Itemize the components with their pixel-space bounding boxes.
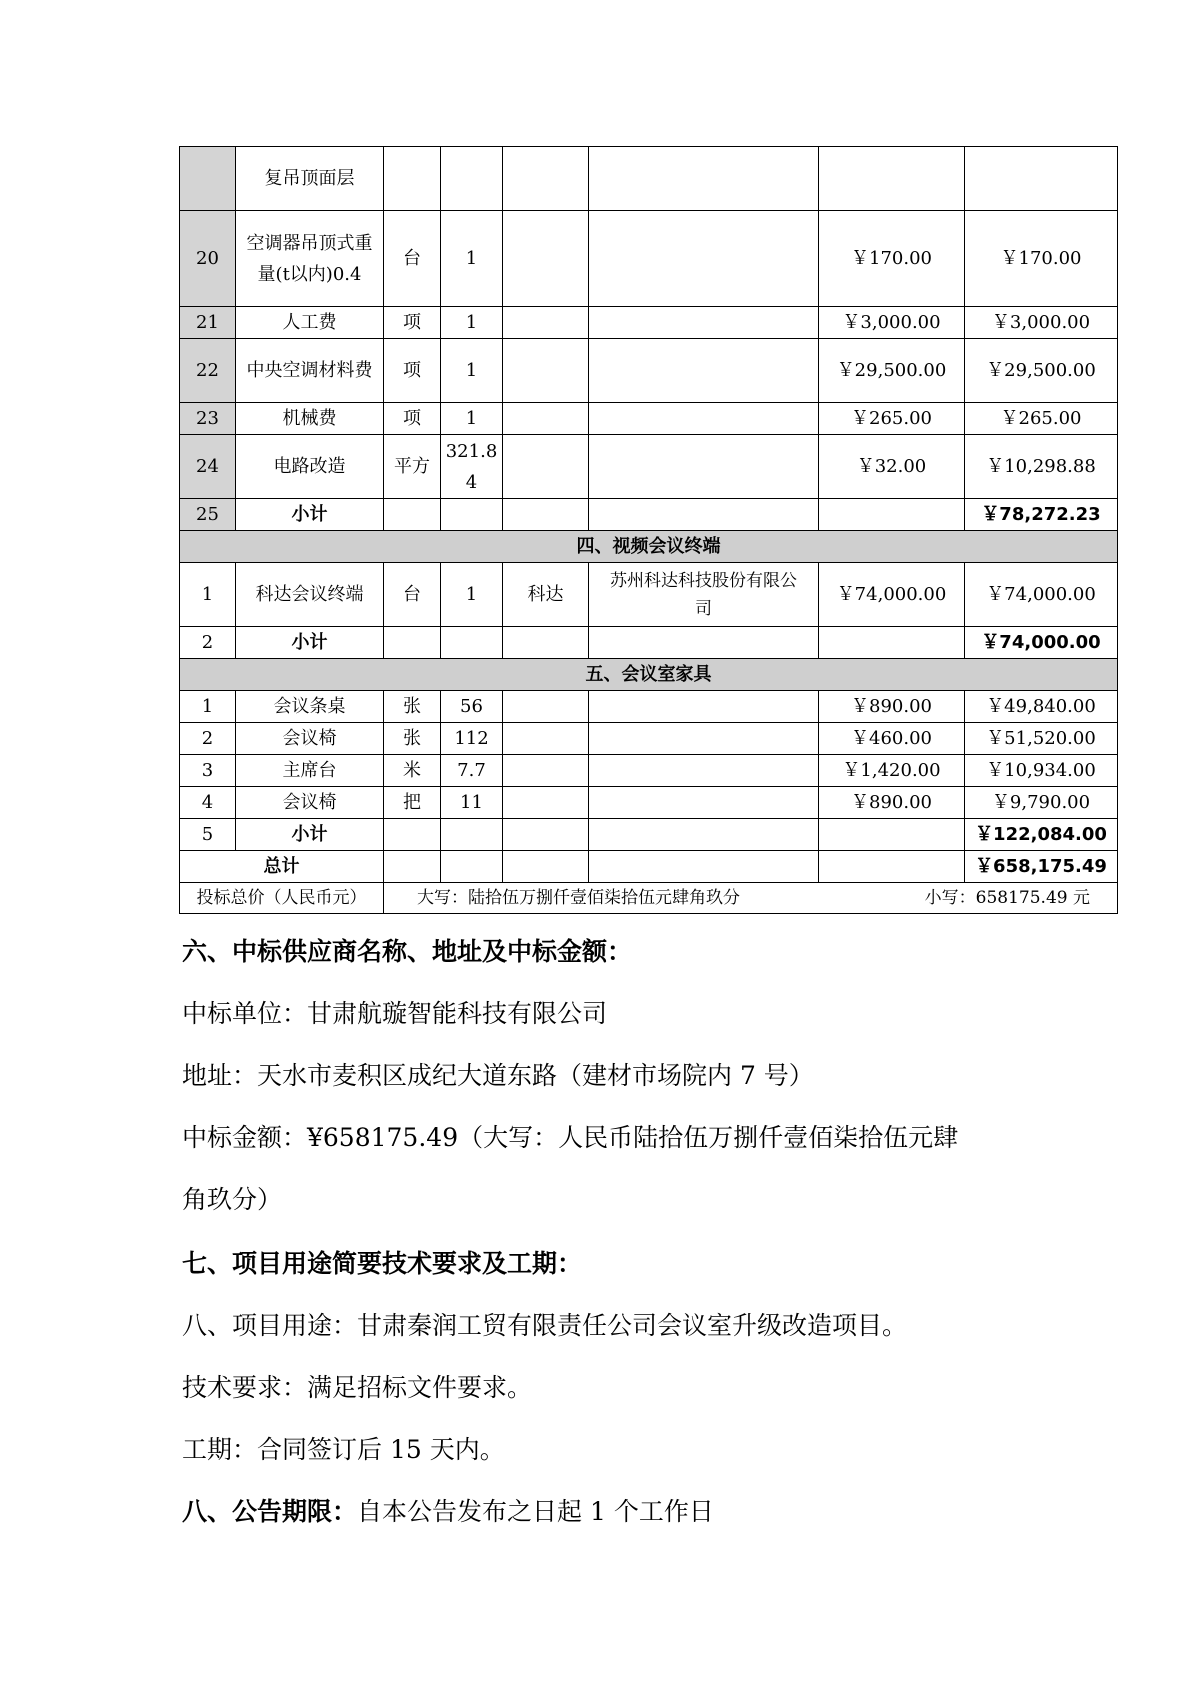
item-qty: 1 xyxy=(441,403,503,435)
row-number: 25 xyxy=(180,499,236,531)
table-row xyxy=(180,339,1118,403)
section-title: 五、会议室家具 xyxy=(180,659,1118,691)
table-row xyxy=(180,307,1118,339)
subtotal-label: 小计 xyxy=(236,627,384,659)
notice-period-label: 八、公告期限： xyxy=(182,1497,358,1526)
winning-amount-continued: 角玖分） xyxy=(182,1185,283,1214)
bid-price-label: 投标总价（人民币元） xyxy=(180,883,384,914)
line-total: ￥74,000.00 xyxy=(965,563,1118,627)
unit-price: ￥265.00 xyxy=(819,403,965,435)
table-row xyxy=(180,403,1118,435)
unit-price: ￥3,000.00 xyxy=(819,307,965,339)
unit-price: ￥460.00 xyxy=(819,723,965,755)
grand-total-label: 总计 xyxy=(180,851,384,883)
row-number: 23 xyxy=(180,403,236,435)
item-name: 机械费 xyxy=(236,403,384,435)
item-unit: 把 xyxy=(384,787,441,819)
item-qty: 1 xyxy=(441,211,503,307)
table-row xyxy=(180,755,1118,787)
winner-name: 中标单位：甘肃航璇智能科技有限公司 xyxy=(182,999,608,1028)
item-unit: 项 xyxy=(384,307,441,339)
item-name: 科达会议终端 xyxy=(236,563,384,627)
item-name: 会议椅 xyxy=(236,723,384,755)
subtotal-row xyxy=(180,499,1118,531)
row-number: 24 xyxy=(180,435,236,499)
subtotal-value: ￥74,000.00 xyxy=(965,627,1118,659)
unit-price: ￥29,500.00 xyxy=(819,339,965,403)
line-total: ￥10,934.00 xyxy=(965,755,1118,787)
bid-price-values xyxy=(384,883,1118,914)
item-unit: 张 xyxy=(384,691,441,723)
winner-address: 地址：天水市麦积区成纪大道东路（建材市场院内 7 号） xyxy=(182,1061,814,1090)
line-total: ￥3,000.00 xyxy=(965,307,1118,339)
unit-price: ￥74,000.00 xyxy=(819,563,965,627)
row-number xyxy=(180,147,236,211)
item-name: 电路改造 xyxy=(236,435,384,499)
item-name: 复吊顶面层 xyxy=(236,147,384,211)
technical-requirements: 技术要求：满足招标文件要求。 xyxy=(182,1373,533,1402)
item-name: 人工费 xyxy=(236,307,384,339)
unit-price: ￥170.00 xyxy=(819,211,965,307)
subtotal-label: 小计 xyxy=(236,499,384,531)
section-seven-heading: 七、项目用途简要技术要求及工期： xyxy=(182,1249,583,1278)
row-number: 21 xyxy=(180,307,236,339)
item-qty: 112 xyxy=(441,723,503,755)
item-brand: 科达 xyxy=(503,563,589,627)
bid-price-upper: 大写：陆拾伍万捌仟壹佰柒拾伍元肆角玖分 xyxy=(417,888,740,908)
table-row xyxy=(180,691,1118,723)
item-manufacturer: 苏州科达科技股份有限公司 xyxy=(589,563,819,627)
unit-price: ￥890.00 xyxy=(819,787,965,819)
table-row xyxy=(180,563,1118,627)
item-unit: 平方 xyxy=(384,435,441,499)
line-total: ￥29,500.00 xyxy=(965,339,1118,403)
subtotal-value: ￥78,272.23 xyxy=(965,499,1118,531)
item-qty: 7.7 xyxy=(441,755,503,787)
line-total: ￥9,790.00 xyxy=(965,787,1118,819)
subtotal-row xyxy=(180,627,1118,659)
item-unit: 台 xyxy=(384,563,441,627)
grand-total-row xyxy=(180,851,1118,883)
item-qty: 1 xyxy=(441,307,503,339)
bid-price-row xyxy=(180,883,1118,914)
unit-price: ￥32.00 xyxy=(819,435,965,499)
item-unit: 张 xyxy=(384,723,441,755)
row-number: 4 xyxy=(180,787,236,819)
item-name: 会议条桌 xyxy=(236,691,384,723)
table-row xyxy=(180,723,1118,755)
item-qty: 1 xyxy=(441,563,503,627)
item-name: 会议椅 xyxy=(236,787,384,819)
item-unit: 项 xyxy=(384,339,441,403)
bid-item-table xyxy=(179,146,1118,914)
item-unit: 项 xyxy=(384,403,441,435)
unit-price: ￥890.00 xyxy=(819,691,965,723)
line-total: ￥265.00 xyxy=(965,403,1118,435)
item-qty: 56 xyxy=(441,691,503,723)
row-number: 1 xyxy=(180,563,236,627)
notice-period xyxy=(182,1494,714,1530)
row-number: 1 xyxy=(180,691,236,723)
row-number: 22 xyxy=(180,339,236,403)
subtotal-label: 小计 xyxy=(236,819,384,851)
row-number: 3 xyxy=(180,755,236,787)
item-qty: 11 xyxy=(441,787,503,819)
unit-price: ￥1,420.00 xyxy=(819,755,965,787)
item-qty: 1 xyxy=(441,339,503,403)
bid-price-lower: 小写：658175.49 元 xyxy=(924,888,1090,908)
table-row xyxy=(180,435,1118,499)
row-number: 2 xyxy=(180,723,236,755)
grand-total-value: ￥658,175.49 xyxy=(965,851,1118,883)
row-number: 20 xyxy=(180,211,236,307)
row-number: 2 xyxy=(180,627,236,659)
line-total: ￥51,520.00 xyxy=(965,723,1118,755)
line-total: ￥49,840.00 xyxy=(965,691,1118,723)
winning-amount: 中标金额：¥658175.49（大写：人民币陆拾伍万捌仟壹佰柒拾伍元肆 xyxy=(182,1123,959,1152)
section-six-heading: 六、中标供应商名称、地址及中标金额： xyxy=(182,937,633,966)
line-total: ￥10,298.88 xyxy=(965,435,1118,499)
item-unit: 米 xyxy=(384,755,441,787)
item-name: 中央空调材料费 xyxy=(236,339,384,403)
construction-period: 工期：合同签订后 15 天内。 xyxy=(182,1435,505,1464)
section-title: 四、视频会议终端 xyxy=(180,531,1118,563)
item-unit: 台 xyxy=(384,211,441,307)
line-total: ￥170.00 xyxy=(965,211,1118,307)
item-qty: 321.84 xyxy=(441,435,503,499)
table-row xyxy=(180,787,1118,819)
table-row xyxy=(180,147,1118,211)
section-header-row xyxy=(180,531,1118,563)
section-header-row xyxy=(180,659,1118,691)
project-usage: 八、项目用途：甘肃秦润工贸有限责任公司会议室升级改造项目。 xyxy=(182,1311,908,1340)
subtotal-row xyxy=(180,819,1118,851)
item-name: 主席台 xyxy=(236,755,384,787)
subtotal-value: ￥122,084.00 xyxy=(965,819,1118,851)
item-name: 空调器吊顶式重量(t以内)0.4 xyxy=(236,211,384,307)
table-row xyxy=(180,211,1118,307)
notice-period-text: 自本公告发布之日起 1 个工作日 xyxy=(357,1497,714,1526)
row-number: 5 xyxy=(180,819,236,851)
